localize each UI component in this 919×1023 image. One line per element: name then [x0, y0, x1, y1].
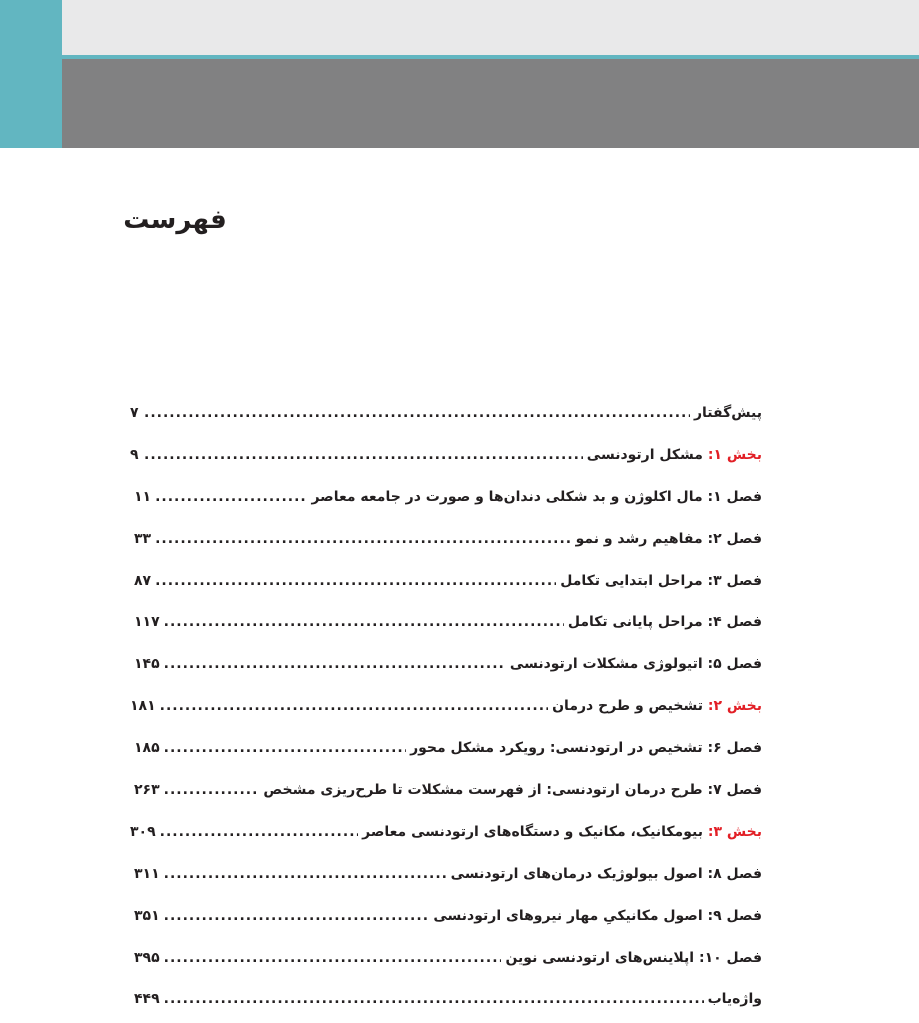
toc-page-number: ۴۴۹	[134, 991, 160, 1008]
toc-page-number: ۷	[130, 404, 139, 421]
toc-dot-leader	[164, 614, 564, 630]
toc-entry-label	[694, 405, 762, 421]
toc-page-number: ۲۶۳	[134, 781, 160, 798]
toc-entry[interactable]	[130, 560, 762, 602]
toc-entry-text: مشکل ارتودنسی	[586, 446, 703, 463]
header-accent-strip	[0, 0, 62, 148]
table-of-contents	[130, 392, 762, 1020]
toc-page-number: ۱۱	[134, 488, 152, 505]
toc-entry-label	[505, 950, 762, 966]
toc-entry[interactable]	[130, 978, 762, 1020]
toc-entry[interactable]	[130, 685, 762, 727]
toc-entry[interactable]	[130, 769, 762, 811]
toc-entry-text: بیومکانیک، مکانیک و دستگاه‌های ارتودنسی معاصر	[362, 823, 703, 840]
toc-page-number: ۹	[130, 446, 139, 463]
toc-entry-text: تشخیص و طرح درمان	[552, 698, 703, 715]
toc-dot-leader	[160, 824, 358, 840]
toc-dot-leader	[155, 489, 307, 505]
toc-part-prefix: بخش ۱:	[707, 446, 762, 463]
toc-entry-text: فصل ۷: طرح درمان ارتودنسی: از فهرست مشکلات تا طرح‌ریزی مشخص	[263, 781, 762, 798]
toc-page-number: ۳۳	[134, 530, 152, 547]
toc-dot-leader	[164, 740, 406, 756]
toc-entry-label	[263, 782, 762, 798]
toc-entry-text: فصل ۶: تشخیص در ارتودنسی: رویکرد مشکل محور	[410, 740, 762, 757]
toc-dot-leader	[164, 656, 506, 672]
toc-entry-label	[510, 656, 762, 672]
toc-dot-leader	[155, 573, 556, 589]
toc-entry-text: فصل ۲: مفاهیم رشد و نمو	[575, 530, 762, 547]
toc-entry[interactable]	[130, 895, 762, 937]
toc-entry[interactable]	[130, 727, 762, 769]
toc-dot-leader	[164, 782, 260, 798]
toc-part-prefix: بخش ۳:	[707, 823, 762, 840]
toc-dot-leader	[164, 908, 430, 924]
toc-dot-leader	[144, 405, 690, 421]
toc-entry-text: فصل ۱: مال اکلوژن و بد شکلی دندان‌ها و صورت در جامعه معاصر	[311, 488, 762, 505]
toc-entry-label	[708, 991, 762, 1007]
toc-entry[interactable]	[130, 811, 762, 853]
toc-page-number: ۱۸۵	[134, 740, 160, 757]
toc-entry[interactable]	[130, 643, 762, 685]
toc-entry[interactable]	[130, 601, 762, 643]
toc-entry-label	[410, 740, 762, 756]
toc-entry[interactable]	[130, 937, 762, 979]
toc-entry[interactable]	[130, 392, 762, 434]
page-title: فهرست	[123, 205, 227, 235]
toc-entry-text: فصل ۹: اصول مکانیکیِ مهار نیروهای ارتودنسی	[433, 907, 762, 924]
toc-page-number: ۱۸۱	[130, 698, 156, 715]
toc-page-number: ۳۱۱	[134, 865, 160, 882]
toc-entry-text: فصل ۱۰: اپلاینس‌های ارتودنسی نوین	[505, 949, 762, 966]
header-gray-band	[62, 59, 919, 148]
toc-entry[interactable]	[130, 853, 762, 895]
toc-entry[interactable]	[130, 434, 762, 476]
toc-entry-label	[587, 447, 762, 463]
toc-entry-text: پیش‌گفتار	[693, 404, 762, 421]
toc-entry[interactable]	[130, 518, 762, 560]
toc-entry-text: فصل ۳: مراحل ابتدایی تکامل	[560, 572, 762, 589]
toc-entry-label	[576, 531, 762, 547]
toc-dot-leader	[144, 447, 583, 463]
header-light-band	[62, 0, 919, 55]
toc-entry-label	[552, 698, 762, 714]
toc-page-number: ۳۰۹	[130, 823, 156, 840]
toc-entry-label	[362, 824, 762, 840]
toc-entry[interactable]	[130, 476, 762, 518]
toc-entry-text: فصل ۴: مراحل پایانی تکامل	[567, 614, 762, 631]
toc-entry-label	[560, 573, 762, 589]
toc-page-number: ۱۱۷	[134, 614, 160, 631]
toc-entry-label	[433, 908, 762, 924]
toc-entry-text: فصل ۵: اتیولوژی مشکلات ارتودنسی	[509, 656, 762, 673]
toc-entry-text: فصل ۸: اصول بیولوژیک درمان‌های ارتودنسی	[450, 865, 762, 882]
toc-page-number: ۳۵۱	[134, 907, 160, 924]
toc-entry-text: واژه‌یاب	[707, 991, 762, 1008]
toc-page-number: ۳۹۵	[134, 949, 160, 966]
toc-dot-leader	[164, 950, 502, 966]
toc-dot-leader	[164, 866, 447, 882]
toc-dot-leader	[160, 698, 548, 714]
toc-dot-leader	[155, 531, 571, 547]
toc-page-number: ۸۷	[134, 572, 152, 589]
toc-dot-leader	[164, 991, 704, 1007]
toc-page-number: ۱۴۵	[134, 656, 160, 673]
toc-entry-label	[311, 489, 762, 505]
toc-part-prefix: بخش ۲:	[707, 698, 762, 715]
toc-entry-label	[568, 614, 762, 630]
toc-entry-label	[451, 866, 762, 882]
